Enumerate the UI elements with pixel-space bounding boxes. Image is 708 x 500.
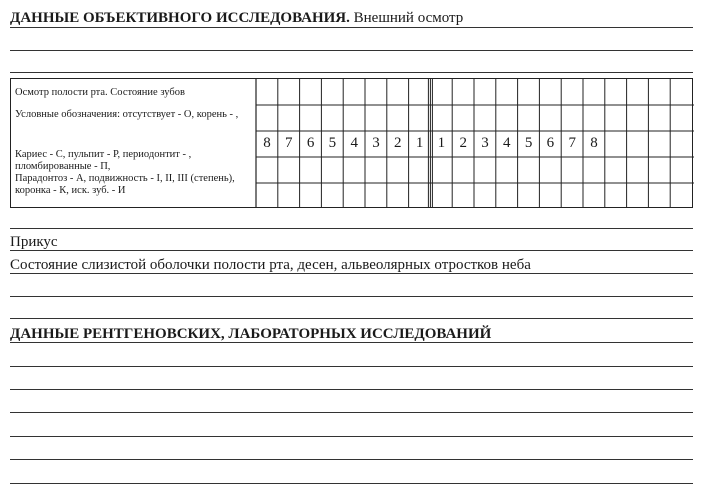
tooth-number: 7 xyxy=(285,135,293,151)
tooth-number: 6 xyxy=(306,135,315,151)
tooth-number: 8 xyxy=(590,135,598,151)
tooth-number: 8 xyxy=(263,135,271,151)
tooth-number: 3 xyxy=(372,135,380,151)
tooth-number: 5 xyxy=(328,135,337,151)
rule-line xyxy=(10,318,693,319)
tooth-number: 7 xyxy=(568,135,576,151)
rule-line xyxy=(10,250,693,251)
bite-label: Прикус xyxy=(10,235,61,250)
dental-chart-title: Осмотр полости рта. Состояние зубов xyxy=(15,87,185,98)
rule-line xyxy=(10,342,693,343)
rule-line xyxy=(10,436,693,437)
rule-line xyxy=(10,483,693,484)
tooth-number: 3 xyxy=(481,135,489,151)
rule-line xyxy=(10,27,693,28)
tooth-number: 2 xyxy=(459,135,467,151)
tooth-number: 4 xyxy=(350,135,358,151)
tooth-number: 1 xyxy=(415,135,424,151)
objective-exam-heading: ДАННЫЕ ОБЪЕКТИВНОГО ИССЛЕДОВАНИЯ. xyxy=(10,10,350,26)
rule-line xyxy=(10,296,693,297)
legend-line: Парадонтоз - А, подвижность - I, II, III (степень), xyxy=(15,173,235,185)
mucosa-label: Состояние слизистой оболочки полости рта, десен, альвеолярных отростков неба xyxy=(10,258,534,273)
legend-line: пломбированные - П, xyxy=(15,161,111,173)
rule-line xyxy=(10,72,693,73)
tooth-number: 6 xyxy=(546,135,555,151)
rule-line xyxy=(10,228,693,229)
legend-line: коронка - К, иск. зуб. - И xyxy=(15,185,126,197)
rule-line xyxy=(10,412,693,413)
tooth-number: 1 xyxy=(437,135,446,151)
xray-heading: ДАННЫЕ РЕНТГЕНОВСКИХ, ЛАБОРАТОРНЫХ ИССЛЕДОВАНИЙ xyxy=(10,327,494,342)
external-exam-label: Внешний осмотр xyxy=(353,10,464,26)
rule-line xyxy=(10,366,693,367)
tooth-number: 5 xyxy=(524,135,533,151)
rule-line xyxy=(10,50,693,51)
tooth-number: 4 xyxy=(503,135,511,151)
dental-chart xyxy=(10,78,693,208)
legend-line: Условные обозначения: отсутствует - О, корень - , xyxy=(15,109,239,121)
objective-exam-heading-row xyxy=(10,11,467,26)
rule-line xyxy=(10,459,693,460)
rule-line xyxy=(10,389,693,390)
legend-line: Кариес - С, пульпит - Р, периодонтит - , xyxy=(15,149,192,161)
rule-line xyxy=(10,273,693,274)
tooth-number: 2 xyxy=(394,135,402,151)
